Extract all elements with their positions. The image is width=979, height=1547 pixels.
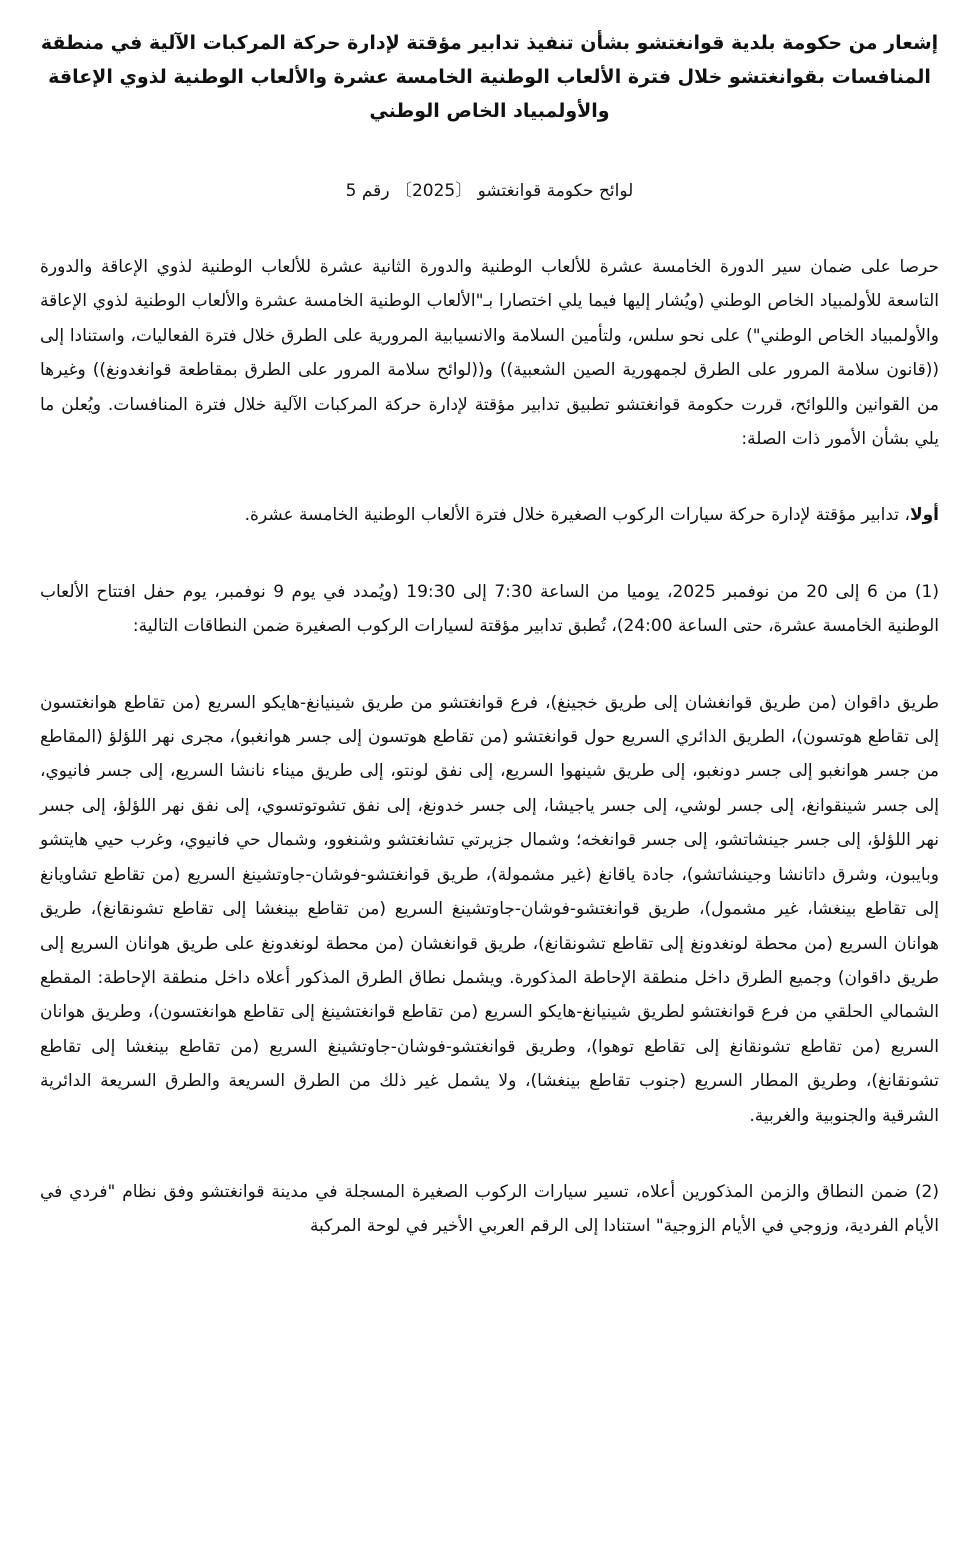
section-one-text: ، تدابير مؤقتة لإدارة حركة سيارات الركوب الصغيرة خلال فترة الألعاب الوطنية الخامسة عشرة. [244,505,910,526]
item-two-paragraph: (2) ضمن النطاق والزمن المذكورين أعلاه، تسير سيارات الركوب الصغيرة المسجلة في مدينة قوانغتشو وفق نظام "فردي في الأيام الفردية، وزوجي في الأيام الزوجية" استنادا إلى الرقم العربي الأخير في لوحة المركبة [40,1181,939,1237]
document-number: لوائح حكومة قوانغتشو 〔2025〕 رقم 5 [345,181,634,201]
item-one-paragraph: (1) من 6 إلى 20 من نوفمبر 2025، يوميا من الساعة 7:30 إلى 19:30 (ويُمدد في يوم 9 نوفمبر، يوم حفل افتتاح الألعاب الوطنية الخامسة عشرة، حتى الساعة 24:00)، تُطبق تدابير مؤقتة لسيارات الركوب الصغيرة ضمن النطاقات التالية: [40,581,939,637]
intro-paragraph: حرصا على ضمان سير الدورة الخامسة عشرة للألعاب الوطنية والدورة الثانية عشرة للألعاب الوطنية لذوي الإعاقة والدورة التاسعة للأولمبياد الخاص الوطني (ويُشار إليها فيما يلي اختصارا بـ"الألعاب الوطنية الخامسة عشرة والألعاب الوطنية لذوي الإعاقة والأولمبياد الخاص الوطني") على نحو سلس، ولتأمين السلامة والانسيابية المرورية على الطرق خلال فترة الفعاليات، واستنادا إلى ((قانون سلامة المرور على الطرق لجمهورية الصين الشعبية)) و((لوائح سلامة المرور على الطرق بمقاطعة قوانغدونغ)) وغيرها من القوانين واللوائح، قررت حكومة قوانغتشو تطبيق تدابير مؤقتة لإدارة حركة المركبات الآلية خلال فترة المنافسات. ويُعلن ما يلي بشأن الأمور ذات الصلة: [40,257,939,450]
section-one-paragraph [40,498,939,532]
section-one-heading: أولا [909,505,939,526]
document-title: إشعار من حكومة بلدية قوانغتشو بشأن تنفيذ تدابير مؤقتة لإدارة حركة المركبات الآلية في منطقة المنافسات بقوانغتشو خلال فترة الألعاب الوطنية الخامسة عشرة والألعاب الوطنية لذوي الإعاقة والأولمبياد الخاص الوطني [40,32,939,122]
zones-paragraph: طريق داقوان (من طريق قوانغشان إلى طريق خجينغ)، فرع قوانغتشو من طريق شينيانغ-هايكو السريع (من تقاطع هوانغتسون إلى تقاطع هوتسون)، الطريق الدائري السريع حول قوانغتشو (من تقاطع هوتسون إلى جسر هوانغبو)، مجرى نهر اللؤلؤ (المقاطع من جسر هوانغبو إلى جسر دونغبو، إلى طريق شينهوا السريع، إلى نفق لونتو، إلى طريق ميناء نانشا السريع، إلى جسر فانيوي، إلى جسر شينقوانغ، إلى جسر لوشي، إلى جسر ياجيشا، إلى جسر خدونغ، إلى نفق تشوتوتسوي، إلى نفق نهر اللؤلؤ، إلى جسر نهر اللؤلؤ، إلى جسر جينشاتشو، إلى جسر قوانغخه؛ وشمال جزيرتي تشانغتشو وشنغوو، وشمال حي فانيوي، وغرب حيي هايتشو وبايبون، وشرق داتانشا وجينشاتشو)، جادة ياقانغ (غير مشمولة)، طريق قوانغتشو-فوشان-جاوتشينغ السريع (من تقاطع تشاويانغ إلى تقاطع بينغشا، غير مشمول)، طريق قوانغتشو-فوشان-جاوتشينغ السريع (من تقاطع بينغشا إلى تقاطع تشونقانغ)، طريق هوانان السريع (من محطة لونغدونغ إلى تقاطع تشونقانغ)، طريق قوانغشان (من محطة لونغدونغ على طريق هوانان السريع إلى طريق داقوان) وجميع الطرق داخل منطقة الإحاطة المذكورة. ويشمل نطاق الطرق المذكور أعلاه داخل منطقة الإحاطة: المقطع الشمالي الحلقي من فرع قوانغتشو لطريق شينيانغ-هايكو السريع (من تقاطع قوانغتشينغ إلى تقاطع هوانغتسون)، وطريق هوانان السريع (من تقاطع تشونقانغ إلى تقاطع توهوا)، وطريق قوانغتشو-فوشان-جاوتشينغ السريع (من تقاطع بينغشا إلى تقاطع تشونقانغ)، وطريق المطار السريع (جنوب تقاطع بينغشا)، ولا يشمل غير ذلك من الطرق السريعة والطرق السريعة الدائرية الشرقية والجنوبية والغربية. [40,692,939,1126]
